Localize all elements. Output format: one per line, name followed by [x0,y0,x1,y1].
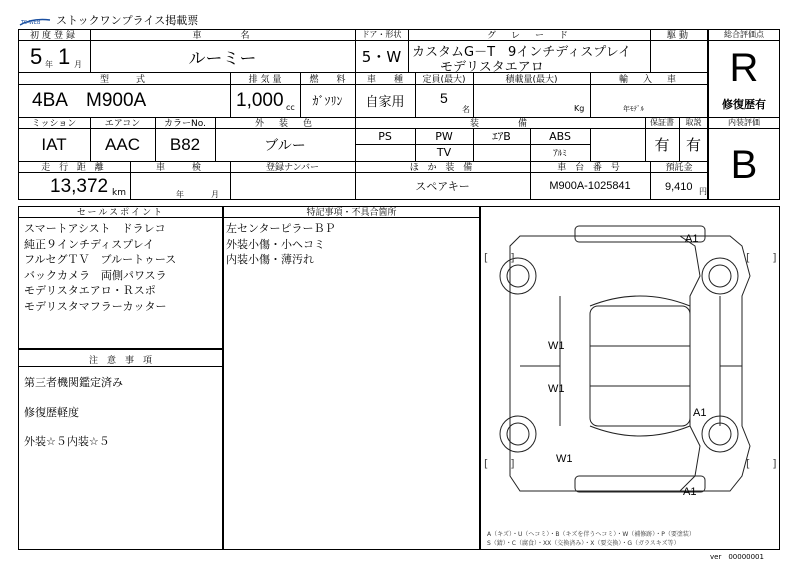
list-item: 修復歴軽度 [24,405,79,419]
right-side-outline [590,236,750,491]
notes-list [24,375,123,450]
recycle-label: 預託金 [665,163,693,173]
mileage-value: 13,372 [50,176,109,197]
first-reg-year: 5 [30,44,43,69]
list-item: 左センターピラーＢＰ [226,222,336,235]
equip-pw: PW [435,129,453,143]
car-name: ルーミー [188,48,257,69]
displacement-value: 1,000 [236,90,284,111]
mileage-label: 走 行 距 離 [41,163,107,173]
interior-label: 内装評価 [728,118,760,127]
damage-mark: W1 [548,383,565,395]
type-label: 型 式 [99,74,148,85]
equip-alumi: ｱﾙﾐ [553,149,567,159]
fuel-label: 燃 料 [309,74,346,85]
damage-mark: W1 [548,340,565,352]
damage-mark: A1 [683,486,697,498]
list-item [24,420,123,434]
recycle-unit: 円 [699,187,707,196]
equip-tv: TV [436,146,452,159]
wheel-bracket: [ ] [484,457,515,470]
left-side-outline [510,236,700,491]
drive-label: 駆動 [666,31,691,41]
plate-label: 登録ナンバー [266,163,319,173]
aircon-label: エアコン [104,119,141,129]
capacity-label: 定員(最大) [422,74,466,85]
equip-airbag: ｴｱB [492,130,511,143]
load-unit: Kg [574,104,585,113]
wheel-bracket: [ ] [746,457,777,470]
list-item: 外装小傷・小ヘコミ [226,237,325,251]
first-reg-label: 初度登録 [29,31,78,41]
warranty-label: 保証書 [650,118,674,127]
capacity-value: 5 [440,90,448,106]
overall-value: R [729,45,759,90]
sales-points-list [24,221,176,314]
repair-history: 修復歴有 [722,98,766,111]
chassis-label: 車 台 番 号 [557,163,623,173]
notes-title: 注 意 事 項 [88,356,152,366]
roof-outline [590,306,690,426]
legend-line1: A（キズ）・U（ヘコミ）・B（キズを伴うヘコミ）・W（補修跡）・P（要塗装） [487,531,695,538]
car-name-label: 車 名 [192,31,253,41]
first-reg-month: 1 [58,44,71,69]
import-label: 輸 入 車 [618,74,679,85]
type-prefix: 4BA [32,90,68,111]
list-item: フルセグＴＶ ブルートゥース [24,253,177,266]
special-notes-list [226,221,336,268]
list-item: 第三者機関鑑定済み [24,376,123,389]
page-title: ストックワンプライス掲載票 [56,14,199,27]
list-item [24,391,123,405]
aircon-value: AAC [105,134,140,154]
mission-label: ミッション [31,119,77,129]
inspection-label: 車 検 [155,163,204,173]
displacement-label: 排 気 量 [248,74,282,85]
damage-mark: W1 [556,453,573,465]
special-notes-title: 特記事項・不具合箇所 [306,208,397,218]
equip-ps: PS [378,129,392,143]
list-item: 内装小傷・薄汚れ [226,253,314,266]
month-unit: 月 [74,60,82,69]
displacement-unit: cc [286,103,295,112]
list-item: モデリスタマフラーカッター [24,299,167,313]
sales-points-title: セールスポイント [76,208,165,218]
grade-label: グ レ ー ド [486,31,571,41]
model-year-label: 年ﾓﾃﾞﾙ [623,105,644,113]
list-item: 純正９インチディスプレイ [24,237,155,251]
door-value: 5・W [361,47,402,66]
wheel-bracket: [ ] [746,251,777,264]
color-no-label: カラーNo. [164,119,206,129]
equipment-label: 装 備 [469,119,530,129]
inspection-year: 年 [176,190,184,199]
use-label: 車 種 [366,74,403,85]
tc-web-logo [18,13,52,25]
fuel-value: ｶﾞｿﾘﾝ [312,94,343,108]
wheel-rear-left [500,416,536,452]
grade-line2: モデリスタエアロ [440,60,544,75]
warranty-value: 有 [654,136,670,154]
mission-value: IAT [41,134,67,154]
svg-text:TC-WEB: TC-WEB [21,20,41,26]
list-item: 外装☆５内装☆５ [24,435,110,448]
legend-line2: S（錆）・C（腐食）・XX（交換済み）・X（要交換）・G（ガラスキズ等） [487,540,680,547]
record-label: 取説 [685,118,702,127]
recycle-value: 9,410 [665,181,693,193]
version-label: ver 00000001 [710,553,764,561]
record-value: 有 [685,136,701,154]
year-unit: 年 [45,60,53,69]
exterior-color-value: ブルー [264,137,306,154]
mileage-unit: km [112,188,126,198]
use-value: 自家用 [365,95,405,110]
damage-mark: A1 [693,407,707,419]
list-item: モデリスタエアロ・Ｒスポ [24,284,156,297]
color-no-value: B82 [169,134,201,154]
type-model: M900A [86,90,147,111]
logo-swoosh-icon [18,16,52,28]
load-label: 積載量(最大) [505,74,558,85]
interior-value: B [730,142,758,187]
other-equipment-value: スペアキー [415,180,470,193]
chassis-value: M900A-1025841 [549,180,631,192]
wheel-front-right [702,258,738,294]
grade-line1: カスタムG－T 9インチディスプレイ [412,45,632,60]
other-equipment-label: ほ か 装 備 [409,163,476,173]
damage-mark: A1 [685,233,699,245]
list-item: スマートアシスト ドラレコ [24,222,166,235]
equip-abs: ABS [549,129,571,143]
door-label: ドア・形状 [361,30,402,39]
exterior-color-label: 外 装 色 [254,119,315,129]
capacity-unit: 名 [462,105,470,114]
inspection-month: 月 [211,190,219,199]
car-damage-diagram [480,206,780,526]
overall-label: 総合評価点 [724,30,764,39]
list-item: バックカメラ 両側パワスラ [24,268,167,282]
wheel-bracket: [ ] [484,251,515,264]
